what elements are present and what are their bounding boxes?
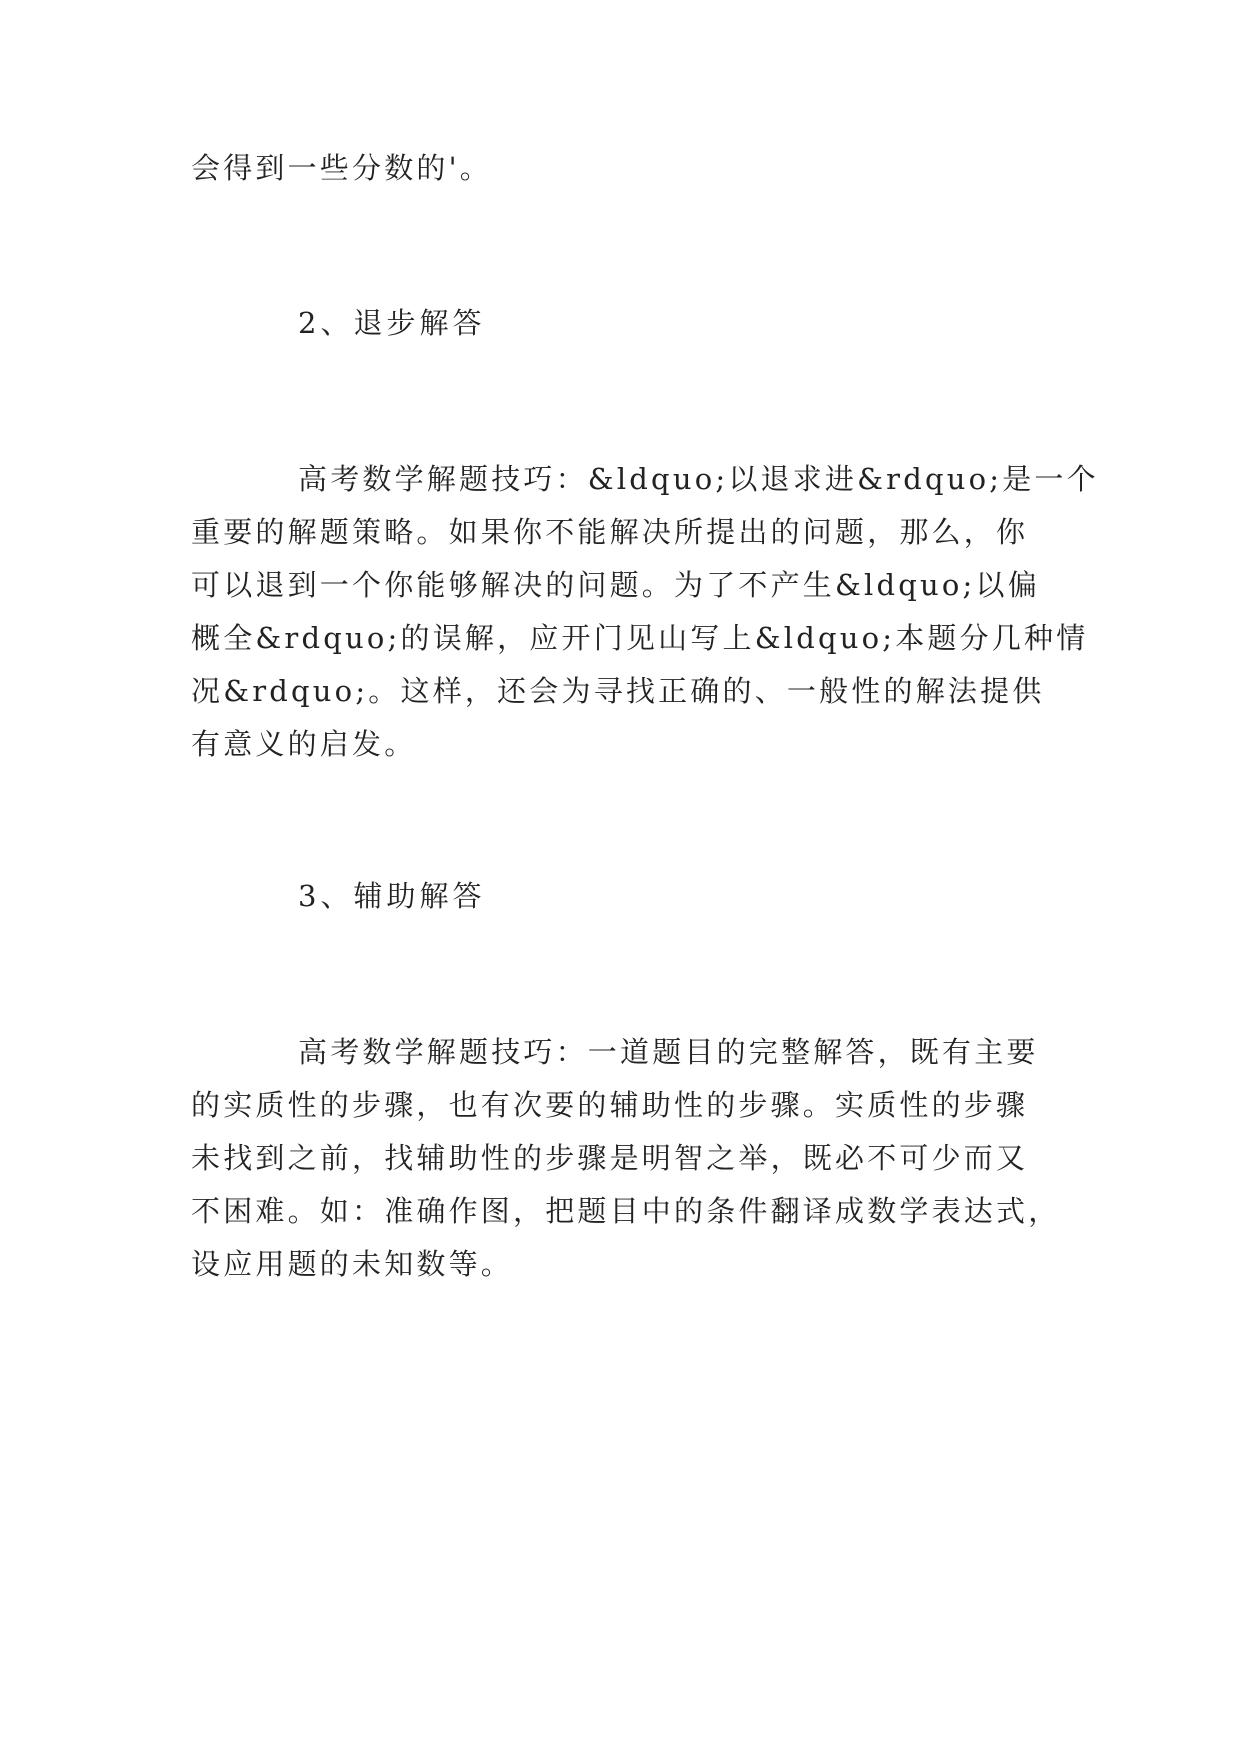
section-heading-3: 3、辅助解答 <box>298 879 486 913</box>
paragraph-line: 设应用题的未知数等。 <box>191 1247 514 1281</box>
paragraph-line: 不困难。如：准确作图，把题目中的条件翻译成数学表达式， <box>191 1194 1061 1228</box>
paragraph-line: 未找到之前，找辅助性的步骤是明智之举，既必不可少而又 <box>191 1141 1029 1175</box>
paragraph-line: 可以退到一个你能够解决的问题。为了不产生&ldquo;以偏 <box>191 568 1040 602</box>
paragraph-line: 高考数学解题技巧：一道题目的完整解答，既有主要 <box>298 1035 1039 1069</box>
paragraph-line: 的实质性的步骤，也有次要的辅助性的步骤。实质性的步骤 <box>191 1088 1029 1122</box>
paragraph-line: 况&rdquo;。这样，还会为寻找正确的、一般性的解法提供 <box>191 674 1045 708</box>
paragraph-line: 概全&rdquo;的误解，应开门见山写上&ldquo;本题分几种情 <box>191 621 1089 655</box>
paragraph-line: 有意义的启发。 <box>191 727 417 761</box>
paragraph-fragment: 会得到一些分数的'。 <box>191 151 492 185</box>
paragraph-line: 重要的解题策略。如果你不能解决所提出的问题，那么，你 <box>191 515 1029 549</box>
paragraph-line: 高考数学解题技巧：&ldquo;以退求进&rdquo;是一个 <box>298 462 1099 496</box>
section-heading-2: 2、退步解答 <box>298 306 486 340</box>
